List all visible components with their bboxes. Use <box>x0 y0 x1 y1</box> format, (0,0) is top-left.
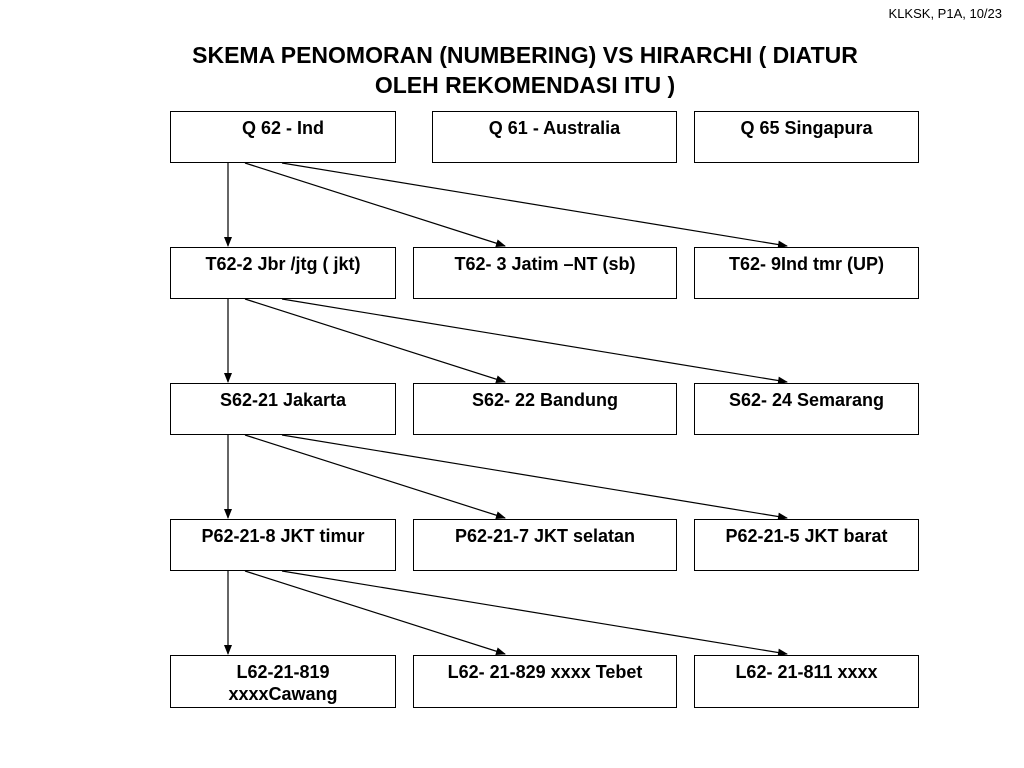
page-reference: KLKSK, P1A, 10/23 <box>888 6 1002 21</box>
node-p62-21-8-jkt-timur: P62-21-8 JKT timur <box>170 519 396 571</box>
node-p62-21-5-jkt-barat: P62-21-5 JKT barat <box>694 519 919 571</box>
node-q62-ind: Q 62 - Ind <box>170 111 396 163</box>
node-s62-22-bandung: S62- 22 Bandung <box>413 383 677 435</box>
arrow-q62-to-t62-3 <box>245 163 505 246</box>
node-s62-21-jakarta: S62-21 Jakarta <box>170 383 396 435</box>
node-l62-21-811: L62- 21-811 xxxx <box>694 655 919 708</box>
node-q61-australia: Q 61 - Australia <box>432 111 677 163</box>
node-t62-2: T62-2 Jbr /jtg ( jkt) <box>170 247 396 299</box>
node-p62-21-7-jkt-selatan: P62-21-7 JKT selatan <box>413 519 677 571</box>
title-line-1: SKEMA PENOMORAN (NUMBERING) VS HIRARCHI ( DIATUR <box>192 42 858 68</box>
node-l62-21-819: L62-21-819 xxxxCawang <box>170 655 396 708</box>
node-q65-singapura: Q 65 Singapura <box>694 111 919 163</box>
arrow-p62-21-8-to-l62-21-811 <box>282 571 787 654</box>
node-t62-9: T62- 9Ind tmr (UP) <box>694 247 919 299</box>
arrow-q62-to-t62-9 <box>282 163 787 246</box>
title-line-2: OLEH REKOMENDASI ITU ) <box>374 72 676 98</box>
arrow-p62-21-8-to-l62-21-829 <box>245 571 505 654</box>
arrow-s62-21-to-p62-21-5 <box>282 435 787 518</box>
arrow-t62-2-to-s62-22 <box>245 299 505 382</box>
node-l62-21-829: L62- 21-829 xxxx Tebet <box>413 655 677 708</box>
node-s62-24-semarang: S62- 24 Semarang <box>694 383 919 435</box>
arrow-t62-2-to-s62-24 <box>282 299 787 382</box>
arrow-s62-21-to-p62-21-7 <box>245 435 505 518</box>
node-t62-3: T62- 3 Jatim –NT (sb) <box>413 247 677 299</box>
